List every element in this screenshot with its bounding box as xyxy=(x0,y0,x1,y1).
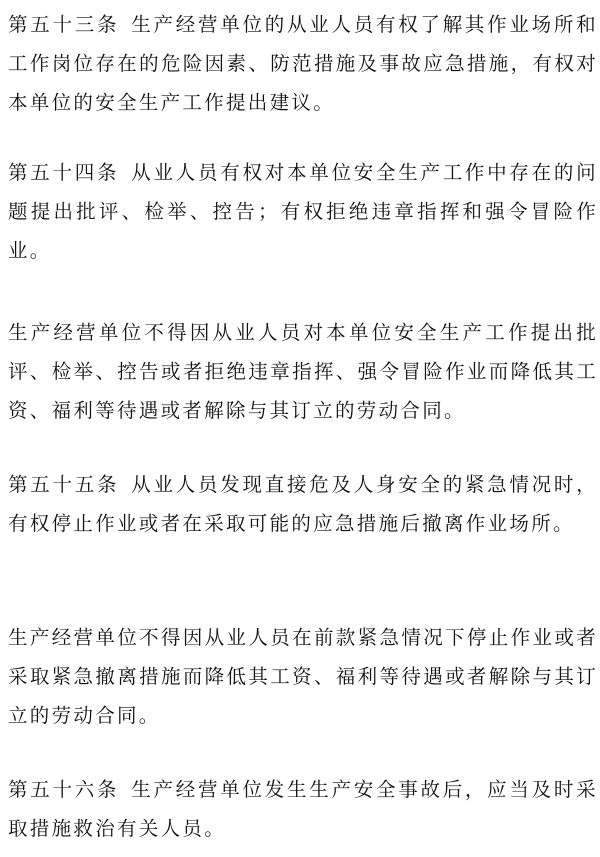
paragraph-text: 生产经营单位不得因从业人员对本单位安全生产工作提出批评、检举、控告或者拒绝违章指挥、强令冒险作业而降低其工资、福利等待遇或者解除与其订立的劳动合同。 xyxy=(8,321,598,422)
paragraph-article-55 xyxy=(8,465,598,543)
article-number: 第五十四条 xyxy=(8,161,120,184)
article-number: 第五十三条 xyxy=(8,13,120,36)
paragraph-text: 生产经营单位不得因从业人员在前款紧急情况下停止作业或者采取紧急撤离措施而降低其工资、福利等待遇或者解除与其订立的劳动合同。 xyxy=(8,626,598,727)
article-number: 第五十五条 xyxy=(8,473,120,496)
paragraph-article-56 xyxy=(8,770,598,848)
paragraph-article-54-clause-2 xyxy=(8,313,598,430)
paragraph-text: 生产经营单位的从业人员有权了解其作业场所和工作岗位存在的危险因素、防范措施及事故应急措施，有权对本单位的安全生产工作提出建议。 xyxy=(8,13,598,114)
paragraph-text: 从业人员发现直接危及人身安全的紧急情况时，有权停止作业或者在采取可能的应急措施后撤离作业场所。 xyxy=(8,473,598,535)
paragraph-article-54 xyxy=(8,153,598,270)
article-number: 第五十六条 xyxy=(8,778,120,801)
paragraph-article-53 xyxy=(8,5,598,122)
paragraph-text: 生产经营单位发生生产安全事故后，应当及时采取措施救治有关人员。 xyxy=(8,778,598,840)
paragraph-article-55-clause-2 xyxy=(8,618,598,735)
paragraph-text: 从业人员有权对本单位安全生产工作中存在的问题提出批评、检举、控告；有权拒绝违章指挥和强令冒险作业。 xyxy=(8,161,598,262)
